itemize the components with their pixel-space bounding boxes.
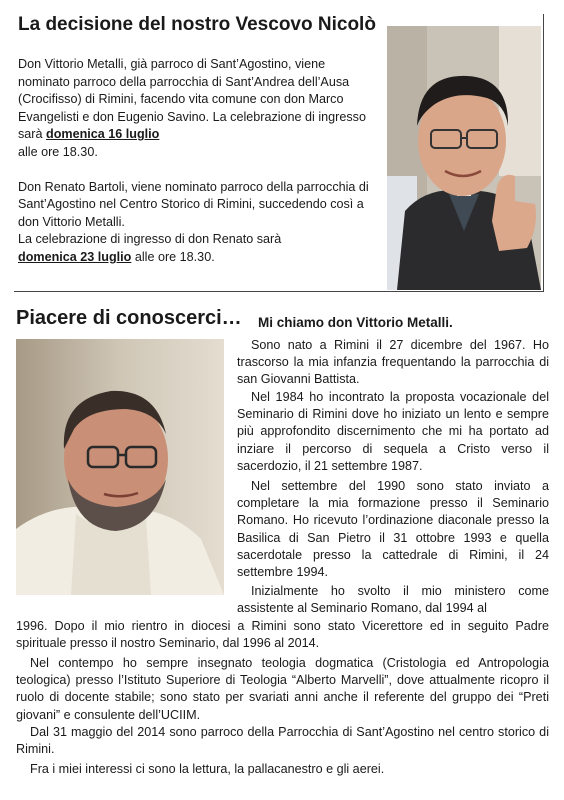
bio-paragraph-1: Sono nato a Rimini il 27 dicembre del 1967. Ho trascorso la mia infanzia frequentando la parrocchia di san Giovanni Battista.: [237, 338, 549, 387]
bio-paragraph-5: Nel contempo ho sempre insegnato teologia dogmatica (Cristologia ed Antropologia teologica) presso l’Istituto Superiore di Teologia “Alberto Marvelli”, dove attualmente ricopro il ruolo di docente stabile; sono stato per svariati anni anche il referente del gruppo dei “Preti giovani” e consulente dell’UCIIM.: [16, 656, 549, 722]
announcement-para1: Don Vittorio Metalli, già parroco di Sant’Agostino, viene nominato parroco della parrocchia di Sant’Andrea dell’Ausa (Crocifisso) di Rimini, facendo vita comune con don Marco Evangelisti e don Eugenio Savino. La celebrazione di ingresso sarà: [18, 57, 366, 142]
announcement-paragraph-1: [18, 56, 380, 162]
don-vittorio-photo: [16, 339, 224, 595]
announcement-date-1: domenica 16 luglio: [46, 127, 160, 142]
announcement-para2: Don Renato Bartoli, viene nominato parroco della parrocchia di Sant’Agostino nel Centro Storico di Rimini, succedendo così a don Vittorio Metalli.: [18, 179, 369, 229]
announcement-text: [18, 56, 380, 284]
announcement-paragraph-2: [18, 179, 380, 267]
announcement-time-2: alle ore 18.30.: [131, 249, 215, 264]
bio-paragraph-6: Dal 31 maggio del 2014 sono parroco della Parrocchia di Sant’Agostino nel centro storico di Rimini.: [16, 725, 549, 757]
bishop-photo: [387, 26, 541, 290]
bio-paragraph-3: Nel settembre del 1990 sono stato inviato a completare la mia formazione presso il Seminario Romano. Ho ricevuto l’ordinazione diaconale presso la Basilica di San Pietro il 31 ottobre 1993 e quella sacerdotale presso la cattedrale di Rimini, il 24 settembre 1994.: [237, 479, 549, 580]
announcement-date-2: domenica 23 luglio: [18, 249, 132, 264]
announcement-title: La decisione del nostro Vescovo Nicolò: [18, 14, 376, 35]
announcement-time-1: alle ore 18.30.: [18, 144, 98, 159]
intro-title: Piacere di conoscerci…: [16, 307, 242, 329]
bio-paragraph-2: Nel 1984 ho incontrato la proposta vocazionale del Seminario di Rimini dove ho iniziato un lento e sempre più approfondito discernimento che mi ha portato ad inziare il percorso di sequela a Cristo verso il sacerdozio, il 21 settembre 1987.: [237, 390, 549, 473]
bio-paragraph-4a: Inizialmente ho svolto il mio ministero come assistente al Seminario Romano, dal 1994 al: [237, 584, 549, 616]
intro-subtitle: Mi chiamo don Vittorio Metalli.: [258, 315, 453, 330]
announcement-para3: La celebrazione di ingresso di don Renato sarà: [18, 232, 282, 247]
bio-paragraph-4b: 1996. Dopo il mio rientro in diocesi a Rimini sono stato Vicerettore ed in seguito Padre spirituale presso il nostro Seminario, dal 1996 al 2014.: [16, 619, 549, 651]
bio-paragraph-7: Fra i miei interessi ci sono la lettura, la pallacanestro e gli aerei.: [30, 762, 385, 776]
